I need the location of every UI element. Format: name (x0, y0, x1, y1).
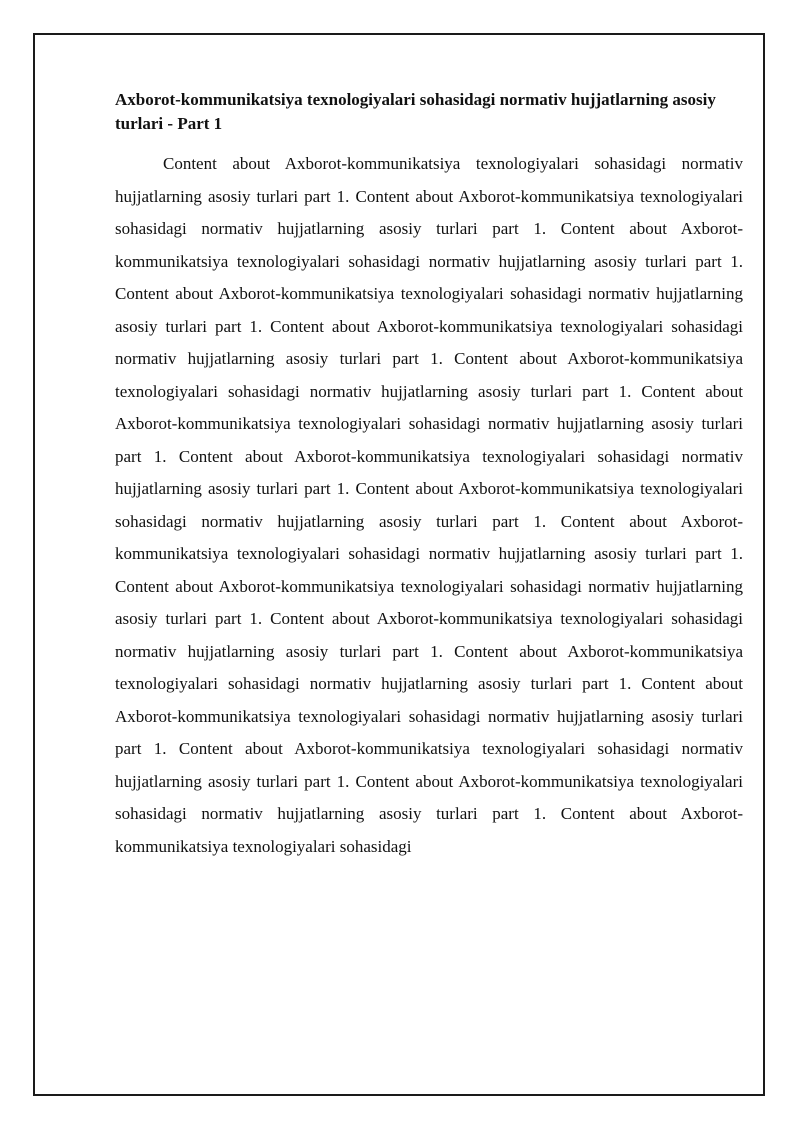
document-body-paragraph: Content about Axborot-kommunikatsiya texnologiyalari sohasidagi normativ hujjatlarning asosiy turlari part 1. Content about Axborot-kommunikatsiya texnologiyalari sohasidagi normativ hujjatlarning asosiy turlari part 1. Content about Axborot-kommunikatsiya texnologiyalari sohasidagi normativ hujjatlarning asosiy turlari part 1. Content about Axborot-kommunikatsiya texnologiyalari sohasidagi normativ hujjatlarning asosiy turlari part 1. Content about Axborot-kommunikatsiya texnologiyalari sohasidagi normativ hujjatlarning asosiy turlari part 1. Content about Axborot-kommunikatsiya texnologiyalari sohasidagi normativ hujjatlarning asosiy turlari part 1. Content about Axborot-kommunikatsiya texnologiyalari sohasidagi normativ hujjatlarning asosiy turlari part 1. Content about Axborot-kommunikatsiya texnologiyalari sohasidagi normativ hujjatlarning asosiy turlari part 1. Content about Axborot-kommunikatsiya texnologiyalari sohasidagi normativ hujjatlarning asosiy turlari part 1. Content about Axborot-kommunikatsiya texnologiyalari sohasidagi normativ hujjatlarning asosiy turlari part 1. Content about Axborot-kommunikatsiya texnologiyalari sohasidagi normativ hujjatlarning asosiy turlari part 1. Content about Axborot-kommunikatsiya texnologiyalari sohasidagi normativ hujjatlarning asosiy turlari part 1. Content about Axborot-kommunikatsiya texnologiyalari sohasidagi normativ hujjatlarning asosiy turlari part 1. Content about Axborot-kommunikatsiya texnologiyalari sohasidagi normativ hujjatlarning asosiy turlari part 1. Content about Axborot-kommunikatsiya texnologiyalari sohasidagi normativ hujjatlarning asosiy turlari part 1. Content about Axborot-kommunikatsiya texnologiyalari sohasidagi normativ hujjatlarning asosiy turlari part 1. Content about Axborot-kommunikatsiya texnologiyalari sohasidagi (115, 154, 743, 856)
document-title: Axborot-kommunikatsiya texnologiyalari sohasidagi normativ hujjatlarning asosiy turlari - Part 1 (115, 90, 716, 133)
